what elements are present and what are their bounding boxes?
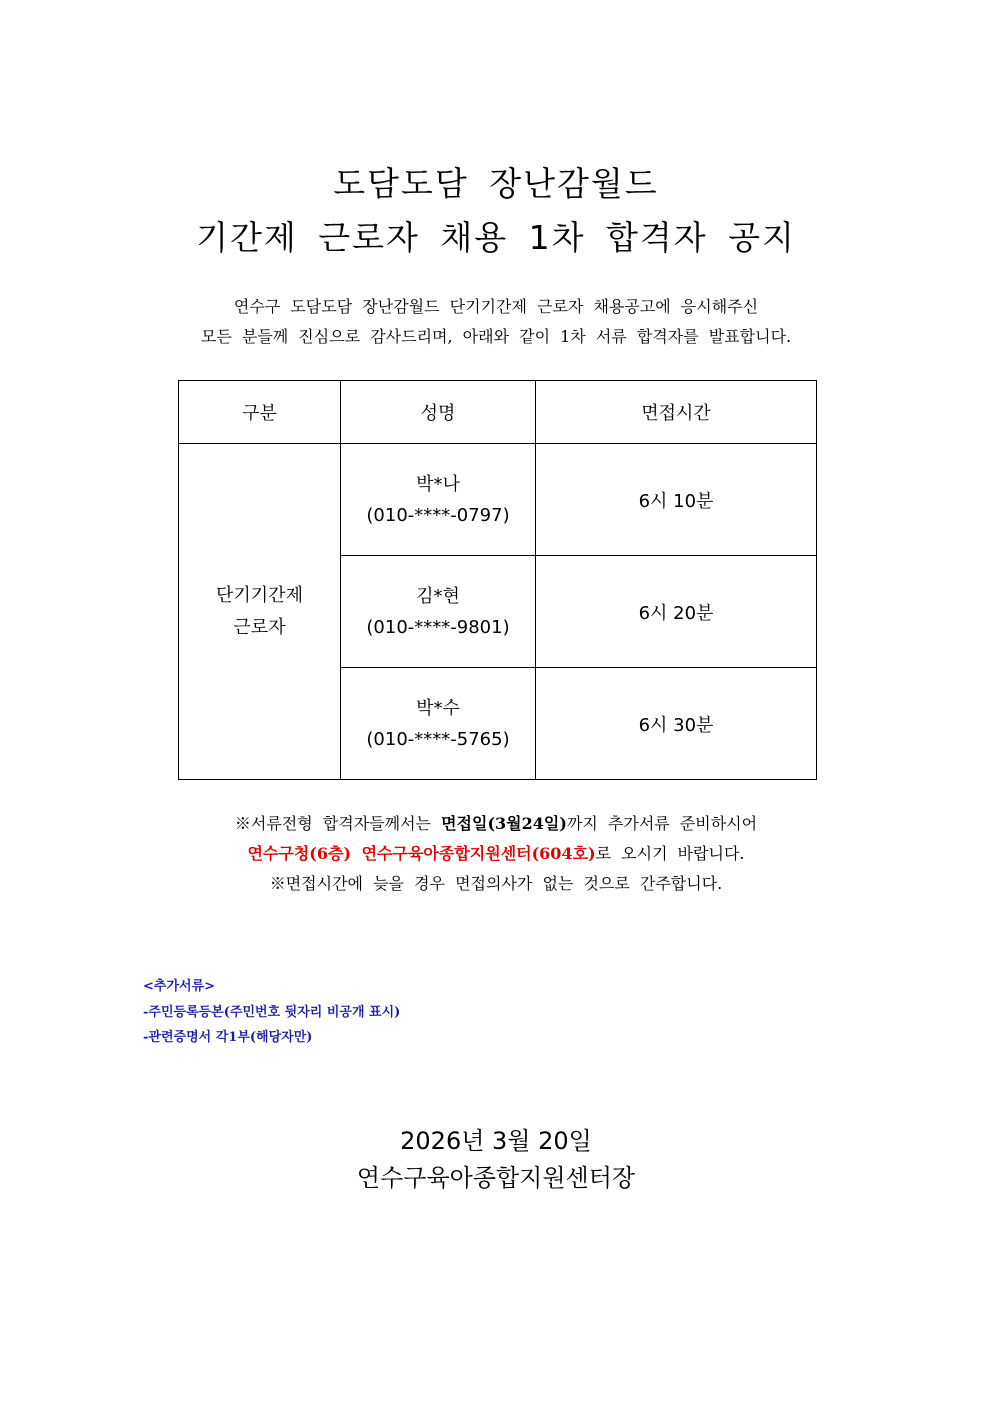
applicant-phone: (010-****-5765) bbox=[366, 728, 510, 750]
intro-line-2: 모든 분들께 진심으로 감사드리며, 아래와 같이 1차 서류 합격자를 발표합니다. bbox=[200, 327, 792, 346]
category-cell bbox=[179, 444, 341, 780]
intro-line-1: 연수구 도담도담 장난감월드 단기기간제 근로자 채용공고에 응시해주신 bbox=[233, 297, 759, 316]
title-line-2: 기간제 근로자 채용 1차 합격자 공지 bbox=[196, 218, 796, 257]
applicant-phone: (010-****-0797) bbox=[366, 504, 510, 526]
interview-time: 6시 10분 bbox=[536, 444, 817, 556]
header-interview-time: 면접시간 bbox=[536, 381, 817, 444]
header-category: 구분 bbox=[179, 381, 341, 444]
header-name: 성명 bbox=[341, 381, 536, 444]
applicant-name: 김*현 bbox=[416, 585, 460, 607]
interview-time: 6시 30분 bbox=[536, 668, 817, 780]
name-cell bbox=[341, 444, 536, 556]
note-line-1-text-a: ※서류전형 합격자들께서는 bbox=[234, 814, 442, 833]
name-cell bbox=[341, 668, 536, 780]
interview-time: 6시 20분 bbox=[536, 556, 817, 668]
results-table bbox=[178, 380, 817, 780]
applicant-phone: (010-****-9801) bbox=[366, 616, 510, 638]
name-cell bbox=[341, 556, 536, 668]
category-line-1: 단기기간제 bbox=[216, 584, 303, 606]
category-line-2: 근로자 bbox=[233, 616, 286, 638]
note-line-2 bbox=[0, 841, 992, 864]
applicant-name: 박*나 bbox=[416, 473, 460, 495]
interview-date: 면접일(3월24일) bbox=[441, 814, 567, 833]
additional-docs-title: <추가서류> bbox=[143, 979, 216, 994]
issuer-name: 연수구육아종합지원센터장 bbox=[356, 1164, 636, 1192]
location-highlight: 연수구청(6층) 연수구육아종합지원센터(604호) bbox=[247, 844, 596, 863]
applicant-name: 박*수 bbox=[416, 697, 460, 719]
title-line-1: 도담도담 장난감월드 bbox=[333, 164, 659, 203]
note-line-2-rest: 로 오시기 바랍니다. bbox=[595, 844, 745, 863]
additional-docs-item: -주민등록등본(주민번호 뒷자리 비공개 표시) bbox=[143, 1005, 401, 1020]
note-line-1 bbox=[0, 811, 992, 834]
notice-date: 2026년 3월 20일 bbox=[400, 1127, 592, 1155]
note-line-1-text-c: 까지 추가서류 준비하시어 bbox=[566, 814, 758, 833]
note-line-3: ※면접시간에 늦을 경우 면접의사가 없는 것으로 간주합니다. bbox=[269, 874, 723, 893]
table-header-row bbox=[179, 381, 817, 444]
additional-docs-item: -관련증명서 각1부(해당자만) bbox=[143, 1030, 313, 1045]
table-row bbox=[179, 444, 817, 556]
